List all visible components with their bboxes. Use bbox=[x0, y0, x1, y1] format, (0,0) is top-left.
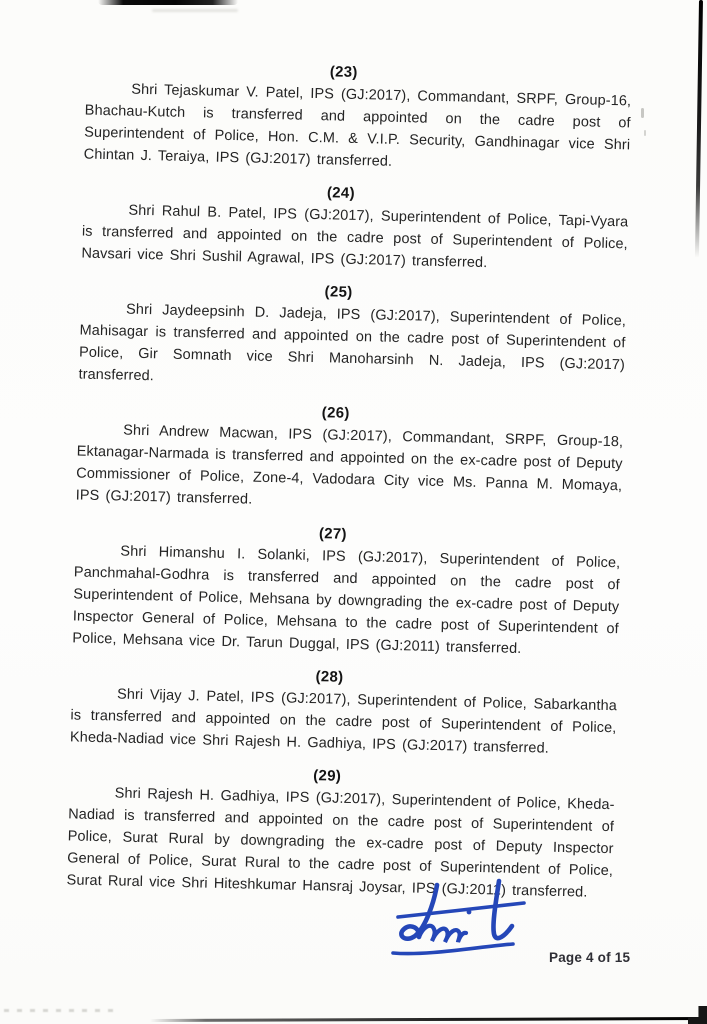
paragraph-text: Shri Jaydeepsinh D. Jadeja, IPS (GJ:2017), Superintendent of Police, Mahisagar is transferred and appointed on the cadre post of Superintendent of Police, Gir Somnath vice Shri Manoharsinh N. Jadeja, IPS (GJ:2017) transferred. bbox=[78, 301, 627, 385]
document-body bbox=[66, 56, 632, 916]
transfer-paragraph-23 bbox=[83, 56, 631, 179]
scan-artifact-top-smudge bbox=[152, 9, 238, 12]
paragraph-text: Shri Andrew Macwan, IPS (GJ:2017), Commandant, SRPF, Group-18, Ektanagar-Narmada is transferred and appointed on the ex-cadre post of Deputy Commissioner of Police, Zone-4, Vadodara City vice Ms. Panna M. Momaya, IPS (GJ:2017) transferred. bbox=[75, 422, 624, 508]
scan-artifact-bottom-line bbox=[150, 1017, 707, 1022]
paragraph-number: (27) bbox=[318, 525, 348, 543]
scan-artifact-bottom-corner bbox=[688, 1006, 707, 1024]
paragraph-number: (26) bbox=[321, 404, 350, 422]
scan-artifact-speck bbox=[644, 130, 646, 136]
scan-artifact-top-bar bbox=[98, 0, 238, 5]
transfer-paragraph-28 bbox=[70, 660, 618, 761]
scan-artifact-right-edge bbox=[695, 0, 703, 258]
paragraph-number: (29) bbox=[313, 767, 342, 785]
paragraph-text: Shri Tejaskumar V. Patel, IPS (GJ:2017), Commandant, SRPF, Group-16, Bhachau-Kutch is transferred and appointed on the cadre post of Superintendent of Police, Hon. C.M. & V.I.P. Security, Gandhinagar vice Shri Chintan J. Teraiya, IPS (GJ:2017) transferred. bbox=[83, 81, 632, 170]
page-number-label: Page 4 of 15 bbox=[549, 950, 631, 965]
paragraph-text: Shri Rajesh H. Gadhiya, IPS (GJ:2017), Superintendent of Police, Kheda-Nadiad is transferred and appointed on the cadre post of Superintendent of Police, Surat Rural by downgrading the ex-cadre post of Deputy Inspector General of Police, Surat Rural to the cadre post of Superintendent of Police, Surat Rural vice Shri Hiteshkumar Hansraj Joysar, IPS (GJ:2011) transferred. bbox=[66, 785, 615, 901]
paragraph-number: (25) bbox=[324, 283, 353, 301]
paragraph-text: Shri Rahul B. Patel, IPS (GJ:2017), Superintendent of Police, Tapi-Vyara is transferred and appointed on the cadre post of Superintendent of Police, Navsari vice Shri Sushil Agrawal, IPS (GJ:2017) transferred. bbox=[81, 202, 629, 272]
transfer-paragraph-26 bbox=[75, 396, 623, 519]
scan-artifact-bottom-specks bbox=[4, 1009, 114, 1012]
paragraph-number: (28) bbox=[315, 668, 344, 686]
paragraph-text: Shri Himanshu I. Solanki, IPS (GJ:2017), Superintendent of Police, Panchmahal-Godhra is transferred and appointed on the cadre post of Superintendent of Police, Mehsana by downgrading the ex-cadre post of Deputy Inspector General of Police, Mehsana to the cadre post of Superintendent of Police, Mehsana vice Dr. Tarun Duggal, IPS (GJ:2011) transferred. bbox=[72, 543, 621, 657]
transfer-paragraph-25 bbox=[78, 276, 626, 399]
transfer-paragraph-27 bbox=[72, 517, 621, 662]
paragraph-text: Shri Vijay J. Patel, IPS (GJ:2017), Superintendent of Police, Sabarkantha is transferred and appointed on the cadre post of Superintendent of Police, Kheda-Nadiad vice Shri Rajesh H. Gadhiya, IPS (GJ:2017) transferred. bbox=[69, 686, 618, 757]
paragraph-number: (24) bbox=[326, 184, 356, 202]
paragraph-number: (23) bbox=[329, 63, 358, 81]
scan-artifact-speck bbox=[641, 108, 644, 118]
handwritten-signature-icon bbox=[385, 874, 535, 969]
transfer-paragraph-24 bbox=[81, 177, 629, 278]
